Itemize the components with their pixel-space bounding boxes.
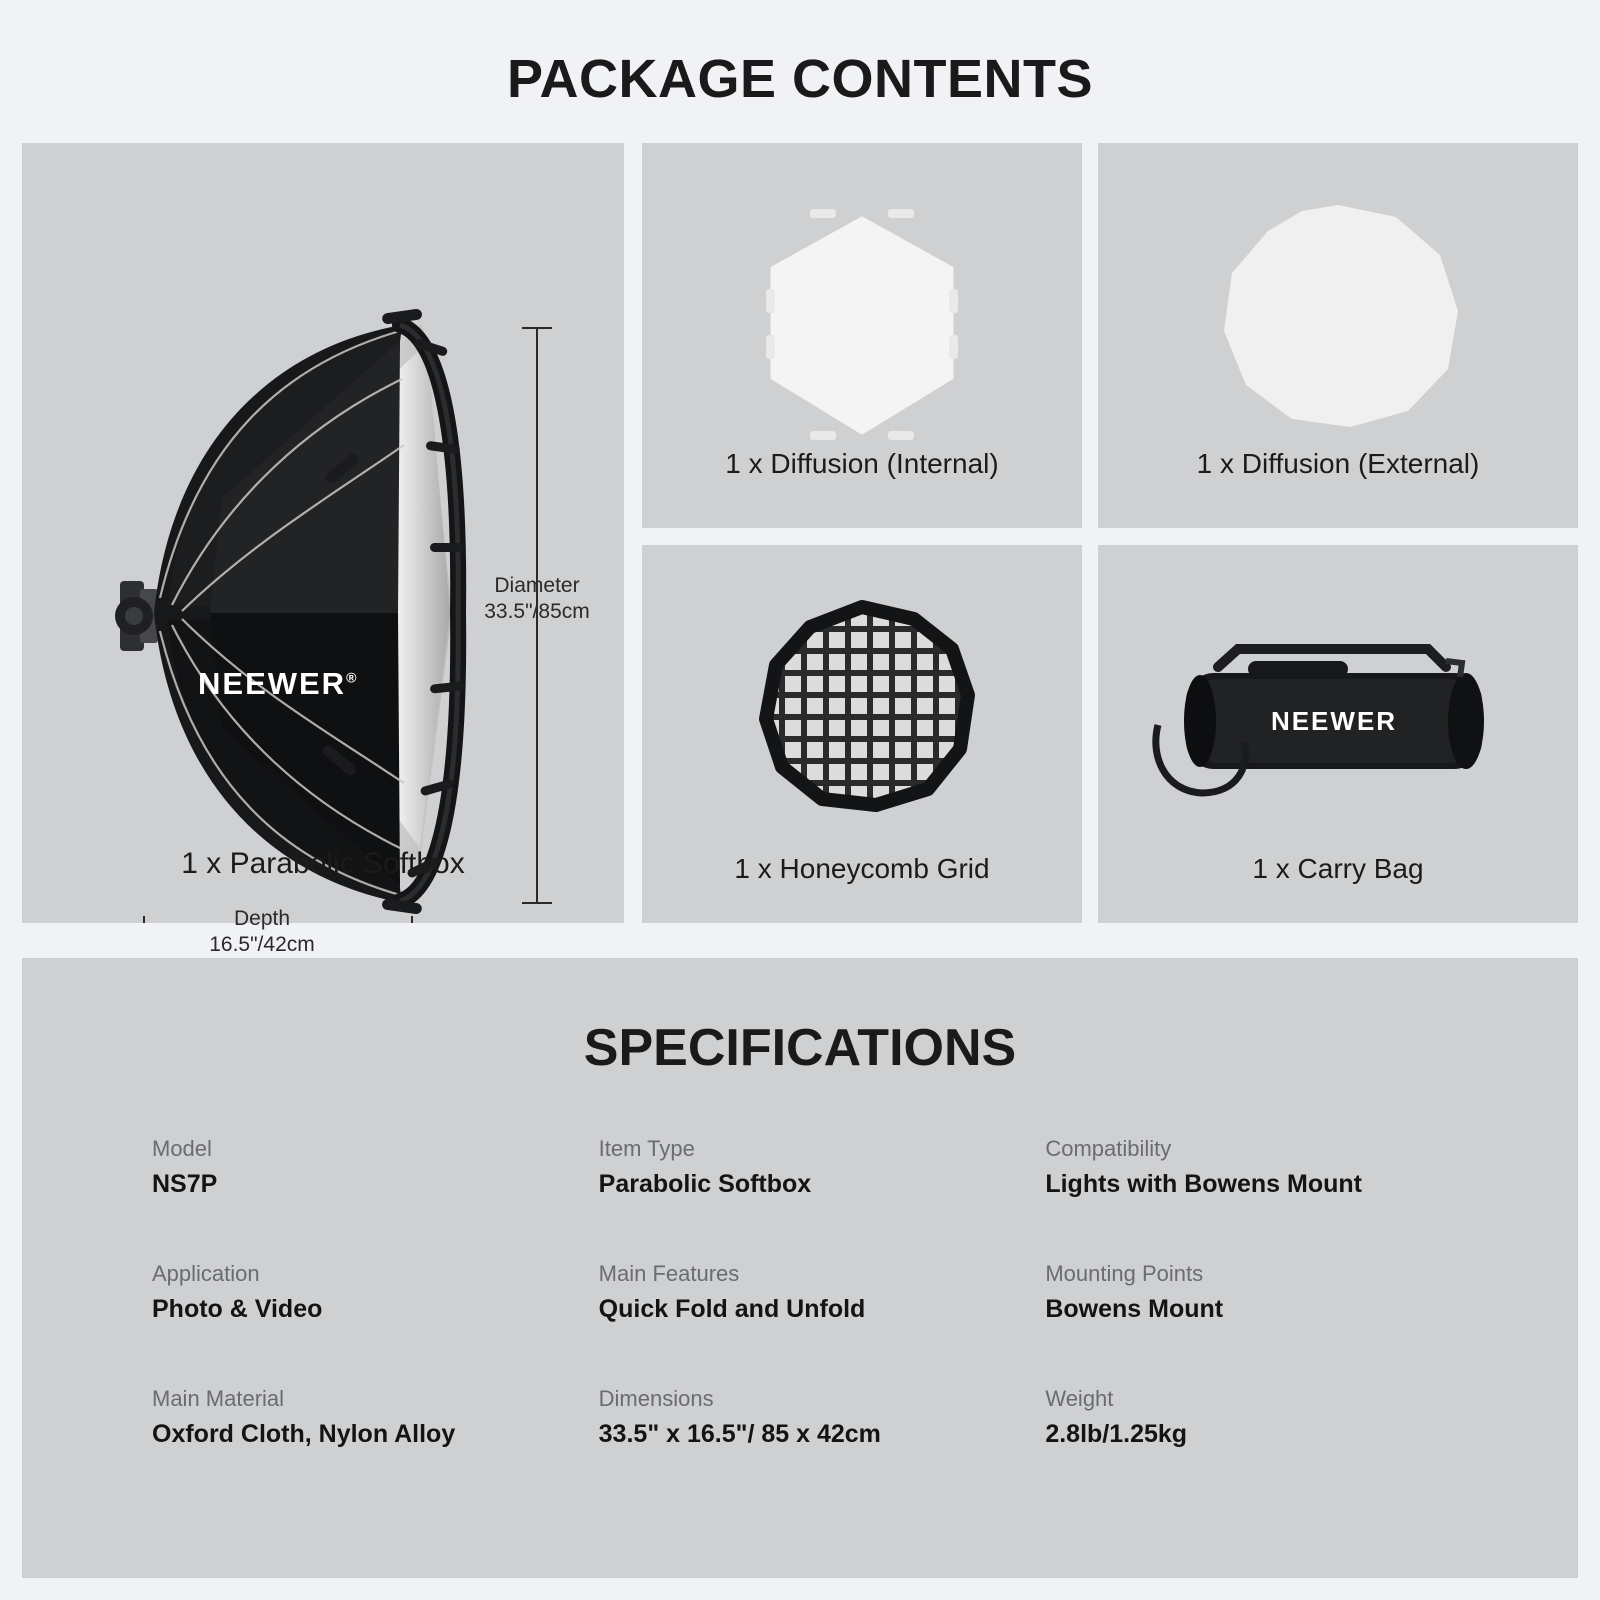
- card-parabolic-softbox: [22, 143, 624, 957]
- diffusion-internal-caption: 1 x Diffusion (Internal): [725, 448, 999, 479]
- carry-bag-caption: 1 x Carry Bag: [1252, 853, 1424, 884]
- bowens-mount-graphic: [115, 581, 158, 651]
- honeycomb-caption: 1 x Honeycomb Grid: [734, 853, 990, 884]
- card-carry-bag: [1098, 545, 1578, 923]
- svg-text:NEEWER: NEEWER: [1270, 706, 1398, 736]
- specifications-grid: [152, 1136, 1492, 1449]
- spec-value: Parabolic Softbox: [598, 1170, 812, 1198]
- spec-item: [152, 1136, 599, 1199]
- spec-value: Bowens Mount: [1045, 1295, 1224, 1323]
- card-diffusion-external: [1098, 143, 1578, 528]
- spec-item: [1045, 1386, 1492, 1449]
- diameter-dimension: [462, 573, 612, 626]
- spec-value: Quick Fold and Unfold: [598, 1295, 866, 1323]
- spec-item: [599, 1386, 1046, 1449]
- spec-value: NS7P: [152, 1170, 218, 1198]
- softbox-illustration: [22, 143, 624, 923]
- spec-item: [599, 1261, 1046, 1324]
- spec-item: [599, 1136, 1046, 1199]
- package-contents-grid: [22, 143, 1578, 957]
- spec-key: Main Features: [598, 1261, 740, 1286]
- card-diffusion-internal: [642, 143, 1082, 528]
- spec-item: [1045, 1136, 1492, 1199]
- spec-value: 2.8lb/1.25kg: [1045, 1420, 1188, 1448]
- spec-key: Item Type: [598, 1136, 695, 1161]
- specifications-section: [22, 958, 1578, 1578]
- spec-key: Model: [152, 1136, 212, 1161]
- spec-item: [152, 1386, 599, 1449]
- softbox-svg: [22, 143, 624, 923]
- spec-key: Dimensions: [598, 1386, 714, 1411]
- diameter-caption: Diameter: [494, 574, 580, 597]
- depth-dimension: [172, 906, 352, 959]
- diameter-value: 33.5"/85cm: [484, 600, 590, 624]
- spec-value: Photo & Video: [152, 1295, 323, 1323]
- page-title: PACKAGE CONTENTS: [506, 49, 1094, 109]
- spec-item: [1045, 1261, 1492, 1324]
- spec-item: [152, 1261, 599, 1324]
- softbox-brand-text: NEEWER: [198, 666, 347, 701]
- spec-value: 33.5" x 16.5"/ 85 x 42cm: [598, 1420, 881, 1448]
- depth-value: 16.5"/42cm: [209, 933, 315, 957]
- depth-caption: Depth: [233, 907, 291, 930]
- diffusion-external-caption: 1 x Diffusion (External): [1196, 448, 1480, 479]
- softbox-brand-registered: ®: [346, 669, 359, 686]
- card-honeycomb-grid: [642, 545, 1082, 923]
- spec-key: Main Material: [152, 1386, 285, 1411]
- spec-value: Lights with Bowens Mount: [1045, 1170, 1362, 1198]
- spec-key: Application: [152, 1261, 260, 1286]
- spec-key: Mounting Points: [1045, 1261, 1204, 1286]
- spec-key: Compatibility: [1045, 1136, 1172, 1161]
- softbox-brand-logo: [198, 666, 358, 702]
- spec-value: Oxford Cloth, Nylon Alloy: [152, 1420, 456, 1448]
- specifications-title: SPECIFICATIONS: [583, 1019, 1017, 1077]
- spec-key: Weight: [1045, 1386, 1114, 1411]
- softbox-caption: 1 x Parabolic Softbox: [181, 847, 465, 880]
